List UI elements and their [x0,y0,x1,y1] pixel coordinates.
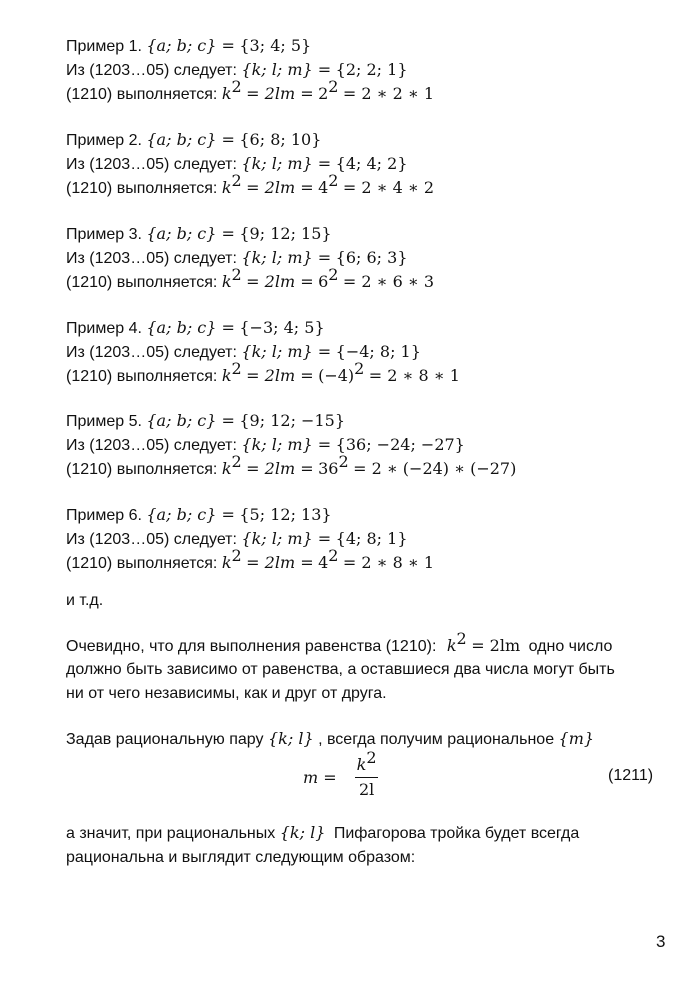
check-value-base: (−4) [318,366,355,385]
check-prefix: (1210) выполняется: [66,555,218,572]
check-mid: = 2lm = [246,553,314,572]
check-prefix: (1210) выполняется: [66,274,218,291]
klm-lhs: {k; l; m} = [241,154,332,173]
klm-prefix: Из (1203…05) следует: [66,437,237,454]
check-rhs: = 2 ∗ 4 ∗ 2 [342,178,435,197]
example-label: Пример 2. [66,132,142,149]
numerator-base: k [356,755,367,774]
check-k: k [221,84,232,103]
check-rhs: = 2 ∗ (−24) ∗ (−27) [353,459,517,478]
denominator-text: 2l [358,780,375,799]
math-set-kl: {k; l} [267,729,314,748]
example-check-line [66,77,435,106]
check-k-exponent: 2 [231,359,242,378]
abc-values: {6; 8; 10} [239,130,322,149]
check-value-base: 6 [318,272,329,291]
abc-lhs: {a; b; c} = [146,505,235,524]
example-check-line [66,359,460,388]
paragraph-text: Задав рациональную пару [66,731,264,748]
abc-values: {9; 12; 15} [239,224,332,243]
klm-values: {36; −24; −27} [335,435,465,454]
check-prefix: (1210) выполняется: [66,461,218,478]
example-check-line [66,265,435,294]
example-check-line [66,452,517,481]
check-value-base: 36 [318,459,339,478]
paragraph-1-line-3: ни от чего независимы, как и друг от друга. [66,685,387,702]
klm-lhs: {k; l; m} = [241,342,332,361]
example-label: Пример 5. [66,413,142,430]
check-k: k [221,459,232,478]
abc-lhs: {a; b; c} = [146,224,235,243]
check-value-base: 2 [318,84,329,103]
klm-values: {4; 4; 2} [335,154,408,173]
check-rhs: = 2 ∗ 6 ∗ 3 [342,272,435,291]
klm-prefix: Из (1203…05) следует: [66,156,237,173]
abc-lhs: {a; b; c} = [146,130,235,149]
paragraph-1-line-2: должно быть зависимо от равенства, а оставшиеся два числа могут быть [66,661,615,678]
check-value-exponent: 2 [338,452,349,471]
check-value-exponent: 2 [354,359,365,378]
klm-lhs: {k; l; m} = [241,60,332,79]
paragraph-1-line-1 [66,629,613,658]
check-k: k [221,366,232,385]
check-prefix: (1210) выполняется: [66,180,218,197]
fraction-numerator [353,748,381,777]
abc-values: {3; 4; 5} [239,36,312,55]
klm-values: {6; 6; 3} [335,248,408,267]
check-value-exponent: 2 [328,77,339,96]
formula-lhs: m = [303,767,337,787]
klm-prefix: Из (1203…05) следует: [66,531,237,548]
check-k-exponent: 2 [231,77,242,96]
check-k-exponent: 2 [231,265,242,284]
check-mid: = 2lm = [246,84,314,103]
abc-values: {9; 12; −15} [239,411,345,430]
check-k-exponent: 2 [231,171,242,190]
check-k: k [221,272,232,291]
math-set-kl: {k; l} [279,823,326,842]
klm-values: {−4; 8; 1} [335,342,421,361]
check-value-exponent: 2 [328,546,339,565]
example-label: Пример 1. [66,38,142,55]
abc-lhs: {a; b; c} = [146,411,235,430]
check-rhs: = 2 ∗ 8 ∗ 1 [342,553,435,572]
check-k-exponent: 2 [231,452,242,471]
check-mid: = 2lm = [246,366,314,385]
fraction [353,748,381,799]
example-klm-line [66,435,465,457]
numerator-exponent: 2 [366,748,377,767]
klm-values: {2; 2; 1} [335,60,408,79]
example-klm-line [66,342,421,364]
formula-1211 [303,748,381,799]
check-rhs: = 2 ∗ 2 ∗ 1 [342,84,435,103]
check-mid: = 2lm = [246,178,314,197]
page-number: 3 [656,932,666,951]
check-rhs: = 2 ∗ 8 ∗ 1 [368,366,460,385]
paragraph-text: одно число [528,638,613,655]
klm-lhs: {k; l; m} = [241,529,332,548]
klm-prefix: Из (1203…05) следует: [66,62,237,79]
check-mid: = 2lm = [246,272,314,291]
math-exponent: 2 [456,629,467,648]
math-expression: = 2lm [471,636,521,655]
check-k: k [221,178,232,197]
example-label: Пример 4. [66,320,142,337]
math-set-m: {m} [558,729,595,748]
check-mid: = 2lm = [246,459,314,478]
check-k: k [221,553,232,572]
klm-values: {4; 8; 1} [335,529,408,548]
paragraph-text: , всегда получим рациональное [318,731,555,748]
klm-prefix: Из (1203…05) следует: [66,344,237,361]
check-prefix: (1210) выполняется: [66,368,218,385]
example-label: Пример 3. [66,226,142,243]
paragraph-text: а значит, при рациональных [66,825,276,842]
klm-lhs: {k; l; m} = [241,435,332,454]
klm-prefix: Из (1203…05) следует: [66,250,237,267]
etc-text: и т.д. [66,592,104,609]
example-title-line [66,130,321,152]
paragraph-text: Пифагорова тройка будет всегда [333,825,580,842]
fraction-denominator [355,777,378,799]
check-value-base: 4 [318,553,329,572]
example-check-line [66,171,435,200]
check-value-exponent: 2 [328,171,339,190]
paragraph-2 [66,729,594,751]
example-label: Пример 6. [66,507,142,524]
abc-values: {5; 12; 13} [239,505,332,524]
equation-number: (1211) [608,767,654,784]
paragraph-3-line-1 [66,823,579,845]
check-value-exponent: 2 [328,265,339,284]
example-title-line [66,36,311,58]
abc-lhs: {a; b; c} = [146,36,235,55]
abc-values: {−3; 4; 5} [239,318,325,337]
example-check-line [66,546,435,575]
paragraph-3-line-2: рациональна и выглядит следующим образом: [66,849,416,866]
example-title-line [66,411,345,433]
check-k-exponent: 2 [231,546,242,565]
math-k: k [446,636,457,655]
check-prefix: (1210) выполняется: [66,86,218,103]
paragraph-text: Очевидно, что для выполнения равенства (1210): [66,638,437,655]
klm-lhs: {k; l; m} = [241,248,332,267]
example-title-line [66,224,332,246]
abc-lhs: {a; b; c} = [146,318,235,337]
example-title-line [66,318,325,340]
example-title-line [66,505,332,527]
check-value-base: 4 [318,178,329,197]
